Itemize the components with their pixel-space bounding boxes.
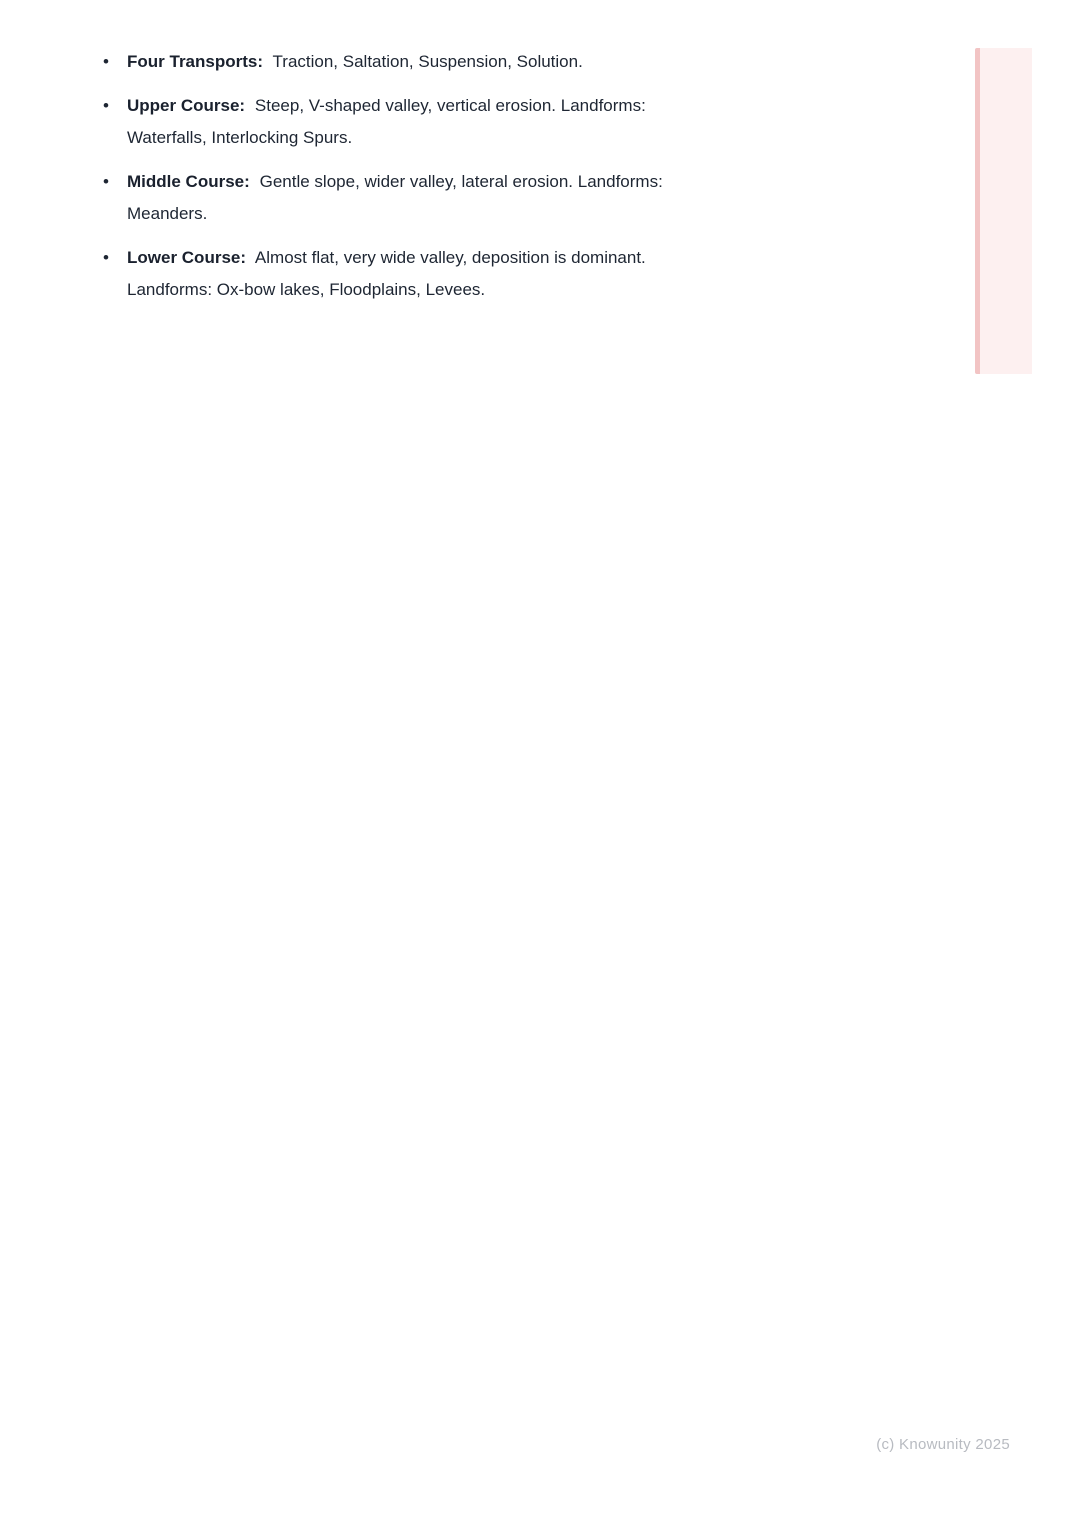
bullet-list [103,46,823,318]
item-label: Middle Course: [127,172,250,191]
item-text: Steep, V-shaped valley, vertical erosion. Landforms: [254,96,646,115]
item-text-line2: Meanders. [127,204,208,223]
item-text-line2: Waterfalls, Interlocking Spurs. [127,128,353,147]
item-label: Four Transports: [127,52,264,71]
list-item [103,46,823,78]
list-item [103,90,823,154]
list-item [103,242,823,306]
bullet-icon: • [103,96,109,115]
item-text: Gentle slope, wider valley, lateral erosion. Landforms: [259,172,663,191]
list-item [103,166,823,230]
clipped-highlight-bar [975,48,1032,374]
item-label: Lower Course: [127,248,247,267]
copyright-text: (c) Knowunity 2025 [876,1436,1010,1453]
item-text: Almost flat, very wide valley, deposition is dominant. [254,248,646,267]
bullet-icon: • [103,52,109,71]
item-text-line2: Landforms: Ox-bow lakes, Floodplains, Levees. [127,280,486,299]
item-text: Traction, Saltation, Suspension, Solution. [272,52,583,71]
bullet-icon: • [103,248,109,267]
bullet-icon: • [103,172,109,191]
item-label: Upper Course: [127,96,246,115]
